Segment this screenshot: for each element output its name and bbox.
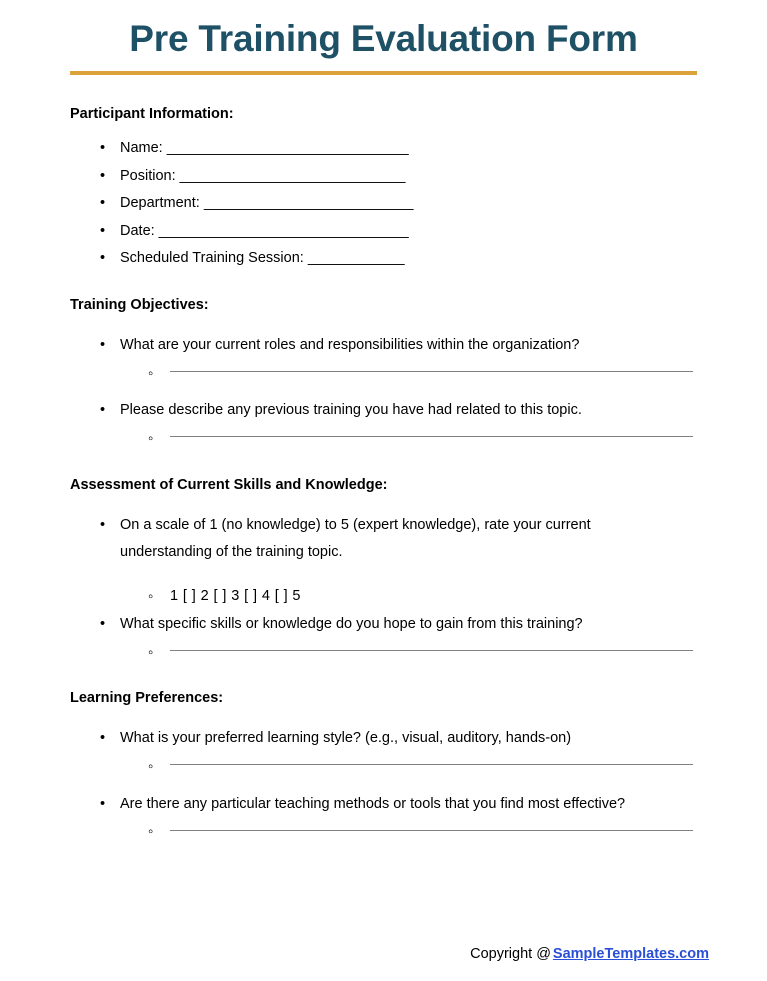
answer-previous-training[interactable] [148,425,767,453]
section-learning-preferences [0,688,767,846]
question-rate-understanding: • On a scale of 1 (no knowledge) to 5 (expert knowledge), rate your current understanding of the training topic. [100,512,680,568]
heading-learning-preferences: Learning Preferences: [70,690,224,707]
question-skills-to-gain: • What specific skills or knowledge do you hope to gain from this training? [100,611,680,639]
field-scheduled-training-session[interactable]: • Scheduled Training Session: ____________ [100,245,680,273]
learning-preferences-list-2 [0,791,767,819]
learning-preferences-list [0,725,767,753]
question-previous-training: • Please describe any previous training you have had related to this topic. [100,397,680,425]
question-learning-style: • What is your preferred learning style? (e.g., visual, auditory, hands-on) [100,725,680,753]
section-assessment [0,475,767,667]
training-objectives-list-2 [0,397,767,425]
form-content [0,104,767,846]
rating-scale[interactable]: ◦ 1 [ ] 2 [ ] 3 [ ] 4 [ ] 5 [148,583,767,611]
answer-line[interactable] [170,764,693,765]
page-title: Pre Training Evaluation Form [129,18,638,59]
field-date[interactable]: • Date: _______________________________ [100,218,680,246]
participant-fields-list [0,135,767,273]
copyright-text: Copyright @ [470,946,551,962]
answer-line[interactable] [170,436,693,437]
training-objectives-list [0,332,767,360]
answer-line[interactable] [170,650,693,651]
footer [0,946,709,962]
answer-teaching-methods[interactable] [148,818,767,846]
section-training-objectives [0,295,767,453]
heading-training-objectives: Training Objectives: [70,296,209,313]
section-participant-information [0,104,767,273]
assessment-list-2 [0,611,767,639]
answer-skills-to-gain[interactable] [148,639,767,667]
heading-participant-information: Participant Information: [70,106,234,122]
answer-line[interactable] [170,830,693,831]
sample-templates-link[interactable]: SampleTemplates.com [552,946,709,962]
answer-line[interactable] [170,371,693,372]
assessment-list [0,512,767,568]
field-name[interactable]: • Name: ______________________________ [100,135,680,163]
question-current-roles: • What are your current roles and responsibilities within the organization? [100,332,680,360]
answer-learning-style[interactable] [148,753,767,781]
field-position[interactable]: • Position: ____________________________ [100,163,680,191]
answer-current-roles[interactable] [148,360,767,388]
title-divider [70,71,697,75]
field-department[interactable]: • Department: __________________________ [100,190,680,218]
question-teaching-methods: • Are there any particular teaching methods or tools that you find most effective? [100,791,680,819]
heading-assessment: Assessment of Current Skills and Knowledge: [70,476,388,493]
